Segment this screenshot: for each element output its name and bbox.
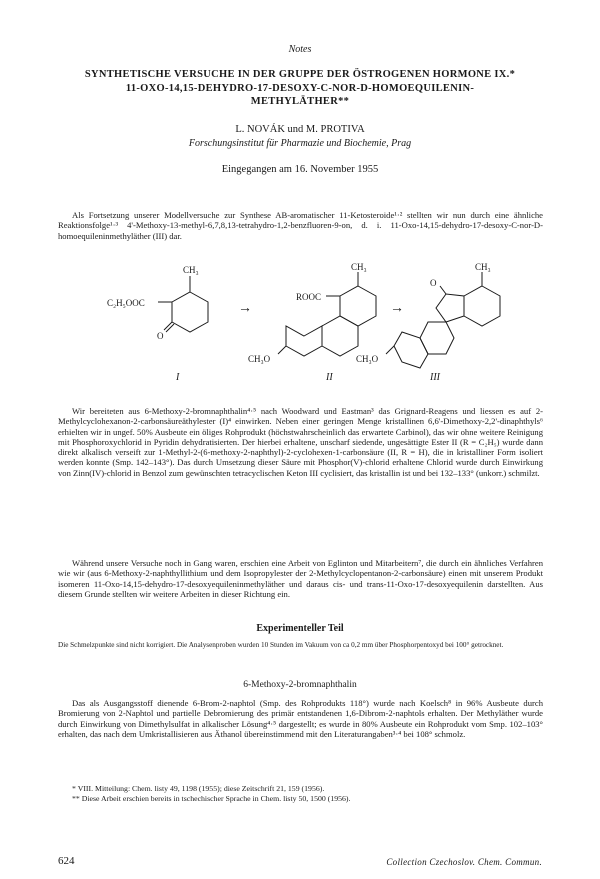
ch3-label-3: CH₃ (475, 262, 491, 272)
intro-paragraph (58, 210, 543, 241)
methoxy-bond-3 (386, 346, 394, 354)
ketone-bond (440, 286, 446, 294)
oxo-bond-b (166, 324, 174, 332)
journal-name: Collection Czechoslov. Chem. Commun. (386, 857, 542, 867)
bromnaphthalin-paragraph (58, 698, 543, 739)
eglinton-paragraph (58, 558, 543, 599)
oxo-label-3: O (430, 278, 437, 288)
bromnaphthalin-heading: 6-Methoxy-2-bromnaphthalin (243, 680, 357, 690)
page-number: 624 (58, 855, 75, 867)
structure-ii (278, 272, 376, 356)
intro-text: Als Fortsetzung unserer Modellversuche zur Synthese AB-aromatischer 11-Ketosteroide¹·² stellten wir nun durch eine ähnliche Reaktionsfolge¹·³ 4'-Methoxy-13-methyl-6,7,8,13-tetrahydro-1,2-benzfluoren-9-on, d. i. 11-Oxo-14,15-dehydro-17-desoxy-C-nor-D-homoequileninmethyläther (III) dar. (58, 210, 543, 241)
ch3-label-2: CH₃ (351, 262, 367, 272)
title-line-3: METHYLÄTHER** (250, 96, 350, 107)
structure-iii (386, 272, 500, 368)
oxo-label-1: O (157, 331, 164, 341)
article-title (60, 68, 540, 109)
methoxy-label-2: CH₃O (248, 354, 271, 364)
footnote-2: ** Diese Arbeit erschien bereits in tschechischer Sprache in Chem. listy 50, 1500 (1956). (72, 794, 351, 803)
compound-label-iii: III (430, 372, 440, 383)
ester-label: C₂H₅OOC (107, 298, 145, 308)
oxo-bond-a (164, 322, 172, 330)
cyclohexene-ring (340, 286, 376, 326)
structure-i (158, 276, 208, 332)
eglinton-text: Während unsere Versuche noch in Gang waren, erschien eine Arbeit von Eglinton und Mitarbeitern⁷, die durch ein ähnliches Verfahren wie wir (aus 6-Methoxy-2-naphthyllithium und dem Isopropylester der 2-Methylcyclopentanon-2-carbonsäure) einen mit unserem Produkt isomeren 11-Oxo-14,15-dehydro-17-desoxyequileninmethyläther und daraus cis- und trans-11-Oxo-17-desoxyequilenin darstellten. Aus diesem Grunde stellten wir weitere Arbeiten in dieser Richtung ein. (58, 558, 543, 599)
compound-label-i: I (176, 372, 180, 383)
methoxy-label-3: CH₃O (356, 354, 379, 364)
experimental-note: Die Schmelzpunkte sind nicht korrigiert. Die Analysenproben wurden 10 Stunden im Vakuum von ca 0,2 mm über Phosphorpentoxyd bei 100° getrocknet. (58, 641, 504, 649)
authors: L. NOVÁK und M. PROTIVA (235, 124, 365, 135)
naphthalene-ring-a (322, 316, 358, 356)
compound-label-ii: II (326, 372, 333, 383)
institute: Forschungsinstitut für Pharmazie und Biochemie, Prag (188, 138, 412, 149)
reaction-arrow-2: → (390, 301, 404, 316)
received-date: Eingegangen am 16. November 1955 (221, 164, 379, 175)
title-line-2: 11-OXO-14,15-DEHYDRO-17-DESOXY-C-NOR-D-HOMOEQUILENIN- (125, 82, 475, 94)
reaction-scheme (90, 262, 510, 397)
cyclohexanone-ring (172, 292, 208, 332)
ring-c-ketone (436, 294, 464, 322)
bromnaphthalin-text: Das als Ausgangsstoff dienende 6-Brom-2-naphtol (Smp. des Rohprodukts 118°) wurde nach Koelsch⁸ in 96% Ausbeute durch Bromierung von 2-Naphtol und partielle Debromierung des primär entstandenen 1,6-Dibrom-2-naphtols erhalten. Der Methyläther wurde durch Einwirkung von Dimethylsulfat in alkalischer Lösung⁴·⁵ dargestellt; es wurde in 80% Ausbeute ein Rohprodukt vom Smp. 102–103° erhalten, das nach dem Umkristallisieren aus Äthanol übereinstimmend mit den Literaturangaben³·⁴ bei 108° schmolz. (58, 698, 543, 739)
synthesis-text: Wir bereiteten aus 6-Methoxy-2-bromnaphthalin⁴·⁵ nach Woodward und Eastman³ das Grignard-Reagens und liessen es auf 2-Methylcyclohexanon-2-carbonsäureäthylester (I)⁴ einwirken. Neben einer geringen Menge kristallinen 6,6'-Dimethoxy-2,2'-dinaphthyls⁶ erhielten wir in ungef. 50% Ausbeute ein öliges Rohprodukt (höchstwahrscheinlich das erwartete Carbinol), das wir ohne weitere Reinigung mit Phosphoroxychlorid in Pyridin dehydratisierten. Der hierbei erhaltene, unscharf siedende, ungesättigte Ester II (R = C₂H₅) wurde dann direkt alkalisch verseift zur 1-Methyl-2-(6-methoxy-2-naphthyl)-2-cyclohexen-1-carbonsäure (II, R = H), die in kristalliner Form isoliert werden konnte (Smp. 142–143°). Das durch Umsetzung dieser Säure mit Phosphor(V)-chlorid erhaltene Chlorid wurde durch Einwirkung von Zinn(IV)-chlorid in Benzol zum gewünschten tetracyclischen Keton III cyclisiert, das kristallin ist und bei 132–133° (unkorr.) schmilzt. (58, 406, 543, 478)
title-line-1: SYNTHETISCHE VERSUCHE IN DER GRUPPE DER ÖSTROGENEN HORMONE IX.* (84, 69, 516, 80)
synthesis-paragraph (58, 406, 543, 478)
naphthalene-ring-d (394, 332, 428, 368)
running-head: Notes (288, 44, 312, 55)
footnotes (72, 784, 542, 804)
reaction-arrow-1: → (238, 301, 252, 316)
ch3-label-1: CH₃ (183, 265, 199, 275)
experimental-heading: Experimenteller Teil (256, 623, 344, 634)
methoxy-bond-2 (278, 346, 286, 354)
footnote-1: * VIII. Mitteilung: Chem. listy 49, 1198 (1955); diese Zeitschrift 21, 159 (1956). (72, 784, 325, 793)
ring-d (464, 286, 500, 326)
rooc-label: ROOC (296, 292, 322, 302)
naphthalene-ring-b (286, 326, 322, 356)
